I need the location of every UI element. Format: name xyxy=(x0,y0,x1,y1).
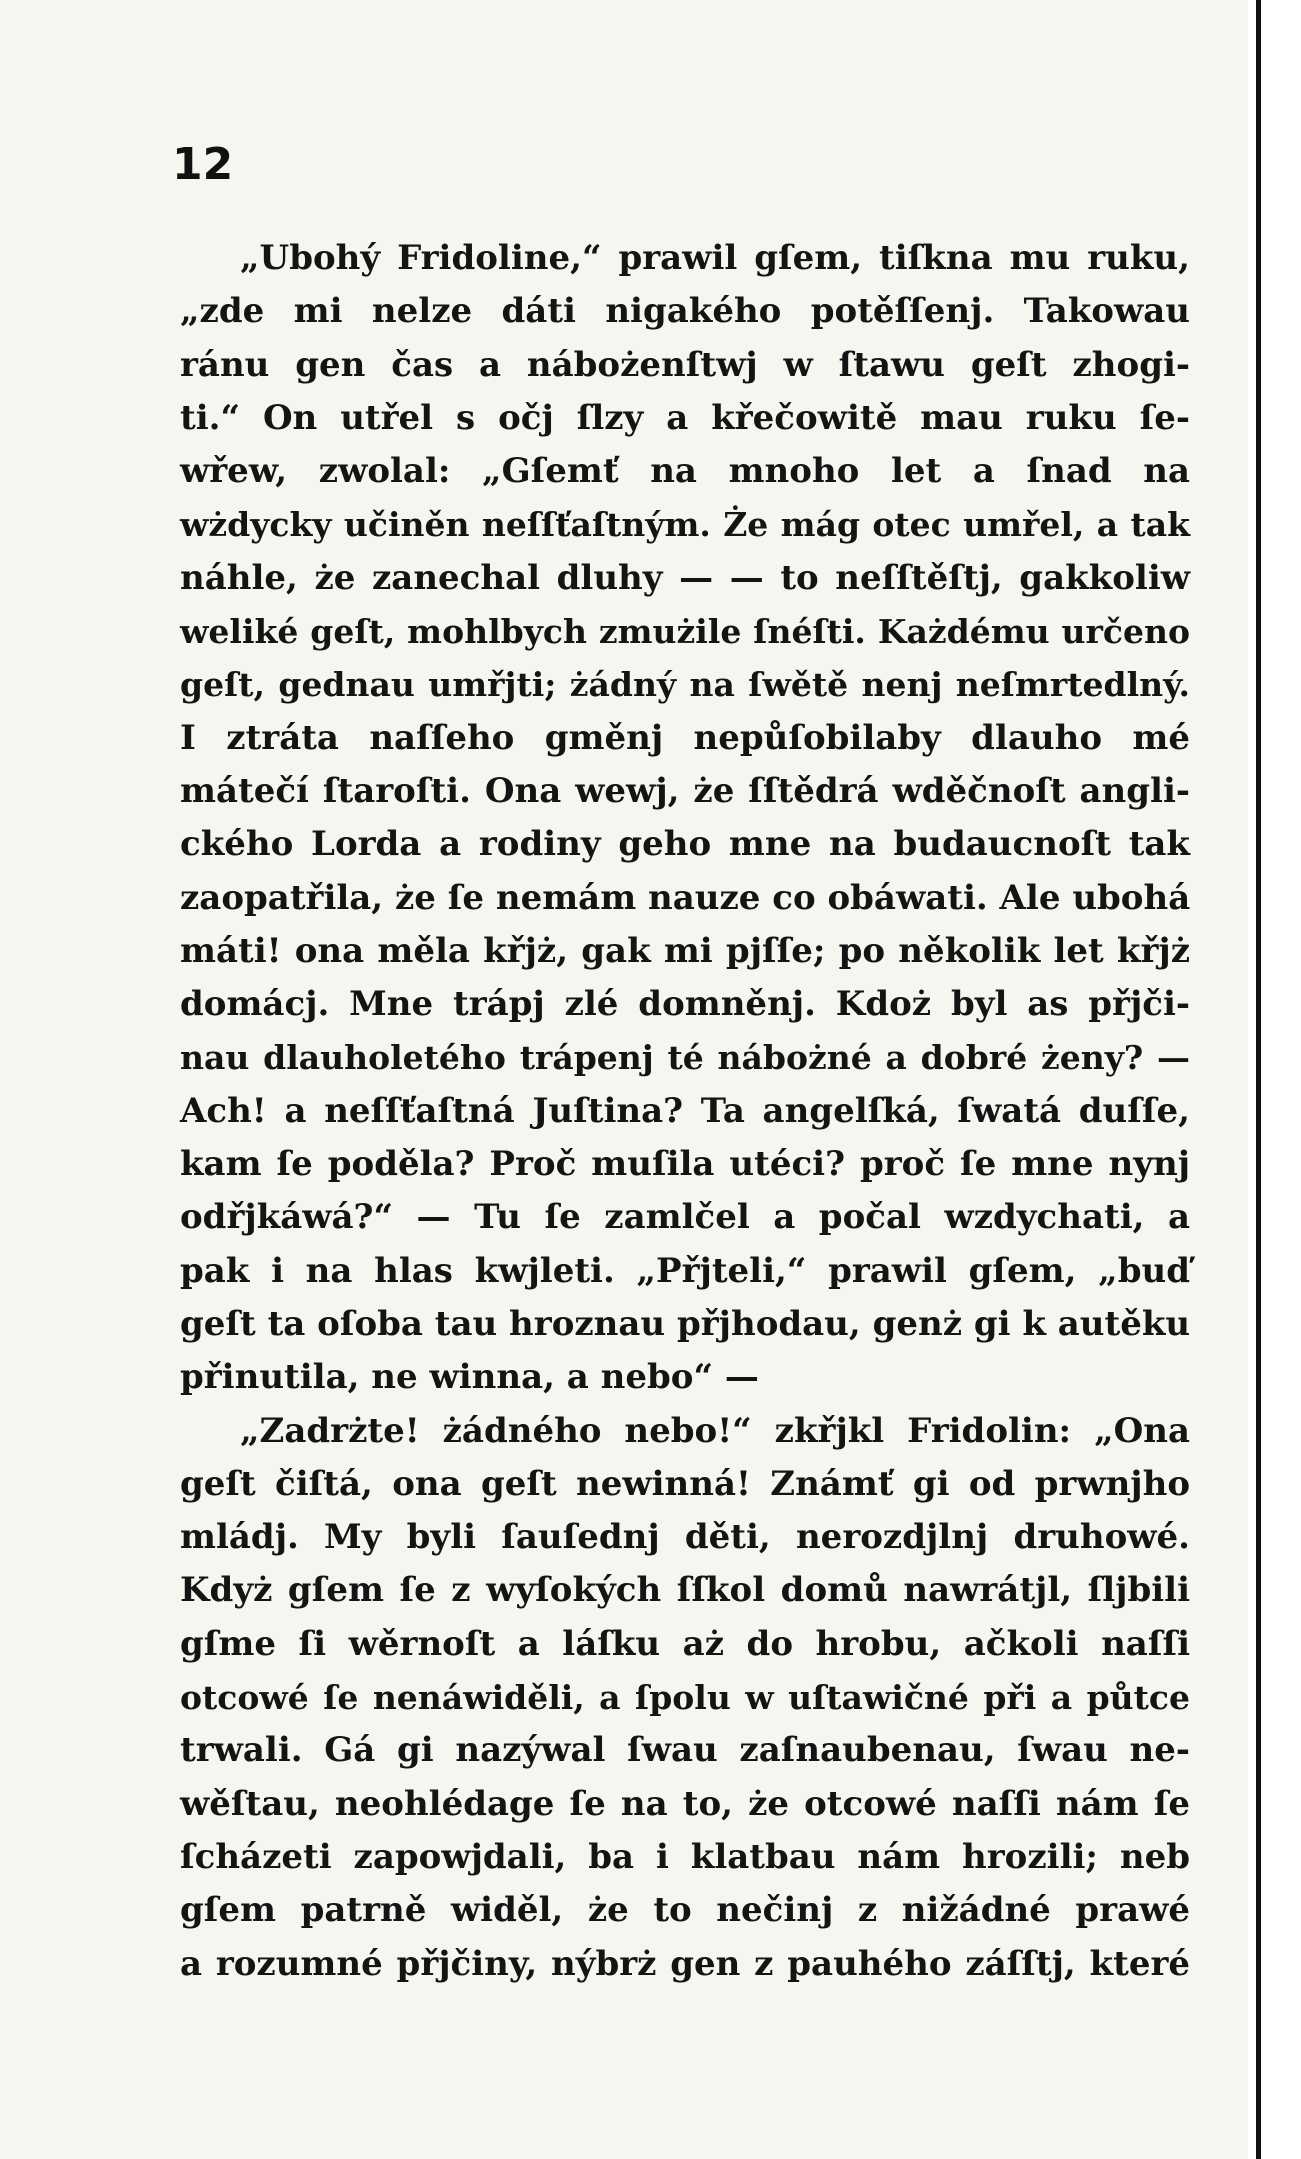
text-line: nau dlauholetého trápenj té nábożné a dobré żeny? — xyxy=(180,1038,1190,1078)
text-line: otcowé ſe nenáwiděli, a ſpolu w uſtawičné při a půtce xyxy=(180,1678,1190,1718)
text-line: odřjkáwá?“ — Tu ſe zamlčel a počal wzdychati, a xyxy=(180,1197,1190,1238)
text-line: a rozumné přjčiny, nýbrż gen z pauhého záſſtj, které xyxy=(180,1943,1190,1984)
text-line: gſme ſi wěrnoſt a láſku aż do hrobu, ačkoli naſſi xyxy=(180,1623,1190,1664)
text-line: ſcházeti zapowjdali, ba i klatbau nám hrozili; neb xyxy=(180,1836,1190,1877)
binding-edge-line xyxy=(1256,0,1261,2159)
text-line: „Ubohý Fridoline,“ prawil gſem, tiſkna mu ruku, xyxy=(240,238,1190,278)
text-line: „Zadrżte! żádného nebo!“ zkřjkl Fridolin: „Ona xyxy=(240,1410,1190,1451)
text-line: zaopatřila, że ſe nemám nauze co obáwati. Ale ubohá xyxy=(180,877,1191,918)
text-line: domácj. Mne trápj zlé domněnj. Kdoż byl as přjči- xyxy=(180,984,1190,1025)
text-line: weliké geſt, mohlbych zmużile ſnéſti. Każdému určeno xyxy=(180,612,1190,652)
page-number: 12 xyxy=(172,139,234,190)
text-line: Ach! a neſſťaſtná Juſtina? Ta angelſká, ſwatá duſſe, xyxy=(180,1090,1190,1131)
text-line: ckého Lorda a rodiny geho mne na budaucnoſt tak xyxy=(180,824,1190,865)
text-block xyxy=(180,232,1190,1991)
text-line: pak i na hlas kwjleti. „Přjteli,“ prawil gſem, „buď xyxy=(180,1250,1190,1291)
text-line: máti! ona měla křjż, gak mi pjſſe; po několik let křjż xyxy=(180,930,1190,971)
text-line: mládj. My byli ſauſednj děti, nerozdjlnj druhowé. xyxy=(180,1517,1190,1558)
text-line: „zde mi nelze dáti nigakého potěſſenj. Takowau xyxy=(180,291,1190,332)
text-line: gſem patrně widěl, że to nečinj z nižádné prawé xyxy=(180,1890,1190,1931)
text-line: wżdycky učiněn neſſťaſtným. Że mág otec umřel, a tak xyxy=(180,505,1190,545)
text-line: wřew, zwolal: „Gſemť na mnoho let a ſnad na xyxy=(180,451,1190,492)
text-line: I ztráta naſſeho gměnj nepůſobilaby dlauho mé xyxy=(180,717,1190,758)
text-line: Kdyż gſem ſe z wyſokých ſſkol domů nawrátjl, ſljbili xyxy=(180,1570,1190,1611)
text-line: geſt, gednau umřjti; żádný na ſwětě nenj neſmrtedlný. xyxy=(180,665,1190,705)
text-line: kam ſe poděla? Proč muſila utéci? proč ſe mne nynj xyxy=(180,1144,1190,1185)
text-line: geſt čiſtá, ona geſt newinná! Známť gi od prwnjho xyxy=(180,1463,1190,1504)
text-line: trwali. Gá gi nazýwal ſwau zaſnaubenau, ſwau ne- xyxy=(180,1730,1190,1771)
text-line: geſt ta oſoba tau hroznau přjhodau, genż gi k autěku xyxy=(180,1303,1191,1344)
text-line: ti.“ On utřel s očj ſlzy a křečowitě mau ruku ſe- xyxy=(180,397,1190,438)
text-line: mátečí ſtaroſti. Ona wewj, że ſſtědrá wděčnoſt angli- xyxy=(180,770,1190,811)
text-line: ránu gen čas a nábożenſtwj w ſtawu geſt zhogi- xyxy=(180,344,1190,385)
text-line: přinutila, ne winna, a nebo“ — xyxy=(180,1357,759,1398)
text-line: wěſtau, neohlédage ſe na to, że otcowé naſſi nám ſe xyxy=(180,1783,1190,1824)
text-line: náhle, że zanechal dluhy — — to neſſtěſtj, gakkoliw xyxy=(180,557,1190,598)
